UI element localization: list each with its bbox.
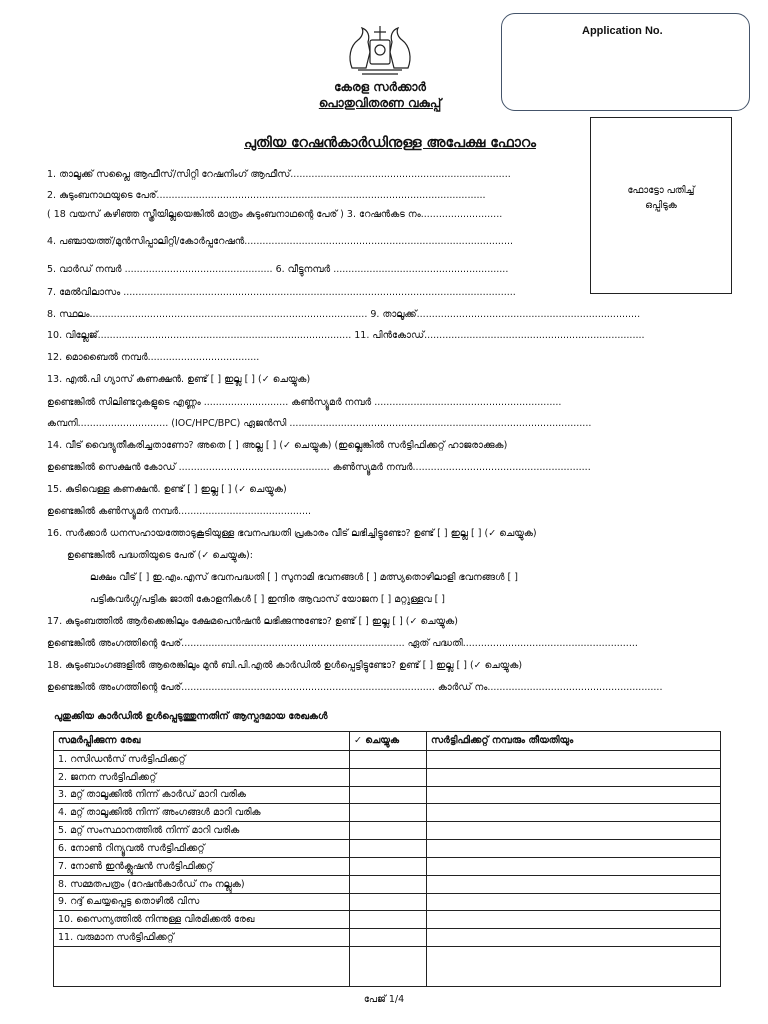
tick-cell[interactable] <box>350 840 427 858</box>
field-bpl-card[interactable]: 18. കുടുംബാംഗങ്ങളിൽ ആരെങ്കിലും മുൻ ബി.പി.എൽ കാർഡിൽ ഉൾപ്പെട്ടിട്ടുണ്ടോ? ഉണ്ട് [ ] ഇല്ല [ ] (✓ ചെയ്യുക) <box>47 660 523 671</box>
field-scheme-options-1[interactable]: ലക്ഷം വീട് [ ] ഇ.എം.എസ് ഭവനപദ്ധതി [ ] സുനാമി ഭവനങ്ങൾ [ ] മത്സ്യതൊഴിലാളി ഭവനങ്ങൾ [ ] <box>90 572 518 583</box>
documents-section-title: പുതുക്കിയ കാർഡിൽ ഉൾപ്പെടുത്തുന്നതിന് ആസ്പദമായ രേഖകൾ <box>54 711 328 722</box>
tick-cell[interactable] <box>350 929 427 947</box>
cert-cell[interactable] <box>427 911 721 929</box>
cert-cell[interactable] <box>427 786 721 804</box>
photo-label-line1: ഫോട്ടോ പതിച്ച് <box>627 185 695 196</box>
document-name: 9. റദ്ദ് ചെയ്യപ്പെട്ട തൊഴിൽ വിസ <box>54 893 350 911</box>
cert-cell[interactable] <box>427 946 721 986</box>
field-ration-shop-no[interactable]: ( 18 വയസ് കഴിഞ്ഞ സ്ത്രീയില്ലയെങ്കിൽ മാത്രം കുടുംബനാഥന്റെ പേര് ) 3. റേഷൻകട നം........................... <box>47 209 503 220</box>
photo-label-line2: ഒപ്പിടുക <box>645 200 677 211</box>
header-cert-number-date: സർട്ടിഫിക്കറ്റ് നമ്പരും തീയതിയും <box>427 732 721 751</box>
header-document: സമർപ്പിക്കുന്ന രേഖ <box>54 732 350 751</box>
field-company-agency[interactable]: കമ്പനി.............................. (IOC/HPC/BPC) ഏജൻസി .................................................................................................... <box>47 418 592 429</box>
table-row <box>54 911 721 929</box>
form-title: പുതിയ റേഷൻകാർഡിനുള്ള അപേക്ഷ ഫോറം <box>244 135 536 151</box>
document-name: 6. നോൺ റിന്യൂവൽ സർട്ടിഫിക്കറ്റ് <box>54 840 350 858</box>
field-village-pincode[interactable]: 10. വില്ലേജ്.................................................................................... 11. പിൻകോഡ്......................................................................... <box>47 330 645 341</box>
table-row-blank <box>54 946 721 986</box>
document-name: 8. സമ്മതപത്രം (റേഷൻകാർഡ് നം നല്ലുക) <box>54 875 350 893</box>
page-number: പേജ് 1/4 <box>363 994 405 1005</box>
tick-cell[interactable] <box>350 946 427 986</box>
table-row <box>54 822 721 840</box>
document-name: 11. വരുമാന സർട്ടിഫിക്കറ്റ് <box>54 929 350 947</box>
table-row <box>54 857 721 875</box>
field-welfare-pension[interactable]: 17. കുടുംബത്തിൽ ആർക്കെങ്കിലും ക്ഷേമപെൻഷൻ ലഭിക്കുന്നുണ്ടോ? ഉണ്ട് [ ] ഇല്ല [ ] (✓ ചെയ്യുക) <box>47 616 458 627</box>
field-cylinder-count[interactable]: ഉണ്ടെങ്കിൽ സിലിണ്ടറുകളുടെ എണ്ണം ............................ കൺസ്യൂമർ നമ്പർ .............................................................. <box>47 397 562 408</box>
tick-cell[interactable] <box>350 857 427 875</box>
cert-cell[interactable] <box>427 804 721 822</box>
cert-cell[interactable] <box>427 893 721 911</box>
field-address[interactable]: 7. മേൽവിലാസം .................................................................................................................................. <box>47 287 516 298</box>
field-housing-scheme[interactable]: 16. സർക്കാർ ധനസഹായത്തോടുകൂടിയുള്ള ഭവനപദ്ധതി പ്രകാരം വീട് ലഭിച്ചിട്ടുണ്ടോ? ഉണ്ട് [ ] ഇല്ല [ ] (✓ ചെയ്യുക) <box>47 528 537 539</box>
cert-cell[interactable] <box>427 840 721 858</box>
cert-cell[interactable] <box>427 822 721 840</box>
document-name: 5. മറ്റ് സംസ്ഥാനത്തിൽ നിന്ന് മാറി വരിക <box>54 822 350 840</box>
table-row <box>54 804 721 822</box>
table-row <box>54 786 721 804</box>
document-name: 4. മറ്റ് താലൂക്കിൽ നിന്ന് അംഗങ്ങൾ മാറി വരിക <box>54 804 350 822</box>
field-taluk-office[interactable]: 1. താലൂക്ക് സപ്ലൈ ആഫീസ്/സിറ്റി റേഷനിംഗ് ആഫീസ്......................................................................... <box>47 169 511 180</box>
document-name-blank[interactable] <box>54 946 350 986</box>
table-row <box>54 840 721 858</box>
table-header-row <box>54 732 721 751</box>
table-row <box>54 929 721 947</box>
tick-cell[interactable] <box>350 822 427 840</box>
field-head-of-family[interactable]: 2. കുടുംബനാഥയുടെ പേര്............................................................................................................. <box>47 190 486 201</box>
org-name: കേരള സർക്കാർ <box>334 80 426 94</box>
field-section-code[interactable]: ഉണ്ടെങ്കിൽ സെക്ഷൻ കോഡ് .................................................. കൺസ്യൂമർ നമ്പർ........................................................... <box>47 462 591 473</box>
field-pension-member[interactable]: ഉണ്ടെങ്കിൽ അംഗത്തിന്റെ പേര്.......................................................................... ഏത് പദ്ധതി.......................................................... <box>47 638 638 649</box>
tick-cell[interactable] <box>350 786 427 804</box>
field-scheme-name: ഉണ്ടെങ്കിൽ പദ്ധതിയുടെ പേര് (✓ ചെയ്യുക): <box>67 550 253 561</box>
cert-cell[interactable] <box>427 857 721 875</box>
field-electrified[interactable]: 14. വീട് വൈദ്യുതീകരിച്ചതാണോ? അതെ [ ] അല്ല [ ] (✓ ചെയ്യുക) (ഇല്ലെങ്കിൽ സർട്ടിഫിക്കറ്റ് ഹാജരാക്കുക) <box>47 440 508 451</box>
department-name: പൊതുവിതരണ വകുപ്പ് <box>318 96 442 110</box>
cert-cell[interactable] <box>427 768 721 786</box>
field-scheme-options-2[interactable]: പട്ടികവർഗ്ഗ/പട്ടിക ജാതി കോളനികൾ [ ] ഇന്ദിര ആവാസ് യോജന [ ] മറ്റുള്ളവ [ ] <box>90 594 445 605</box>
table-row <box>54 750 721 768</box>
tick-cell[interactable] <box>350 911 427 929</box>
document-name: 7. നോൺ ഇൻക്ലൂഷൻ സർട്ടിഫിക്കറ്റ് <box>54 857 350 875</box>
tick-cell[interactable] <box>350 875 427 893</box>
tick-cell[interactable] <box>350 750 427 768</box>
table-row <box>54 893 721 911</box>
photo-label <box>590 183 732 213</box>
application-number-label: Application No. <box>582 25 663 37</box>
table-row <box>54 768 721 786</box>
documents-table <box>53 731 721 987</box>
field-place-taluk[interactable]: 8. സ്ഥലം............................................................................................ 9. താലൂക്ക്.......................................................................... <box>47 309 641 320</box>
document-name: 3. മറ്റ് താലൂക്കിൽ നിന്ന് കാർഡ് മാറി വരിക <box>54 786 350 804</box>
tick-cell[interactable] <box>350 768 427 786</box>
tick-cell[interactable] <box>350 893 427 911</box>
field-water-connection[interactable]: 15. കുടിവെള്ള കണക്ഷൻ. ഉണ്ട് [ ] ഇല്ല [ ] (✓ ചെയ്യുക) <box>47 484 287 495</box>
field-mobile[interactable]: 12. മൊബൈൽ നമ്പർ..................................... <box>47 352 260 363</box>
field-water-consumer-no[interactable]: ഉണ്ടെങ്കിൽ കൺസ്യൂമർ നമ്പർ............................................ <box>47 506 312 517</box>
cert-cell[interactable] <box>427 929 721 947</box>
field-panchayat[interactable]: 4. പഞ്ചായത്ത്/മുൻസിപ്പാലിറ്റി/കോർപ്പറേഷൻ......................................................................................... <box>47 236 514 247</box>
document-name: 2. ജനന സർട്ടിഫിക്കറ്റ് <box>54 768 350 786</box>
field-bpl-member[interactable]: ഉണ്ടെങ്കിൽ അംഗത്തിന്റെ പേര്.................................................................................... കാർഡ് നം.......................................................... <box>47 682 663 693</box>
header-tick: ✓ ചെയ്യുക <box>350 732 427 751</box>
cert-cell[interactable] <box>427 750 721 768</box>
document-name: 1. റസിഡൻസ് സർട്ടിഫിക്കറ്റ് <box>54 750 350 768</box>
cert-cell[interactable] <box>427 875 721 893</box>
tick-cell[interactable] <box>350 804 427 822</box>
field-ward-house-no[interactable]: 5. വാർഡ് നമ്പർ ................................................. 6. വീട്ടുനമ്പർ .......................................................... <box>47 264 509 275</box>
kerala-emblem-icon <box>340 22 420 78</box>
field-lpg-connection[interactable]: 13. എൽ.പി ഗ്യാസ് കണക്ഷൻ. ഉണ്ട് [ ] ഇല്ല [ ] (✓ ചെയ്യുക) <box>47 374 311 385</box>
table-row <box>54 875 721 893</box>
document-name: 10. സൈന്യത്തിൽ നിന്നുള്ള വിരമിക്കൽ രേഖ <box>54 911 350 929</box>
